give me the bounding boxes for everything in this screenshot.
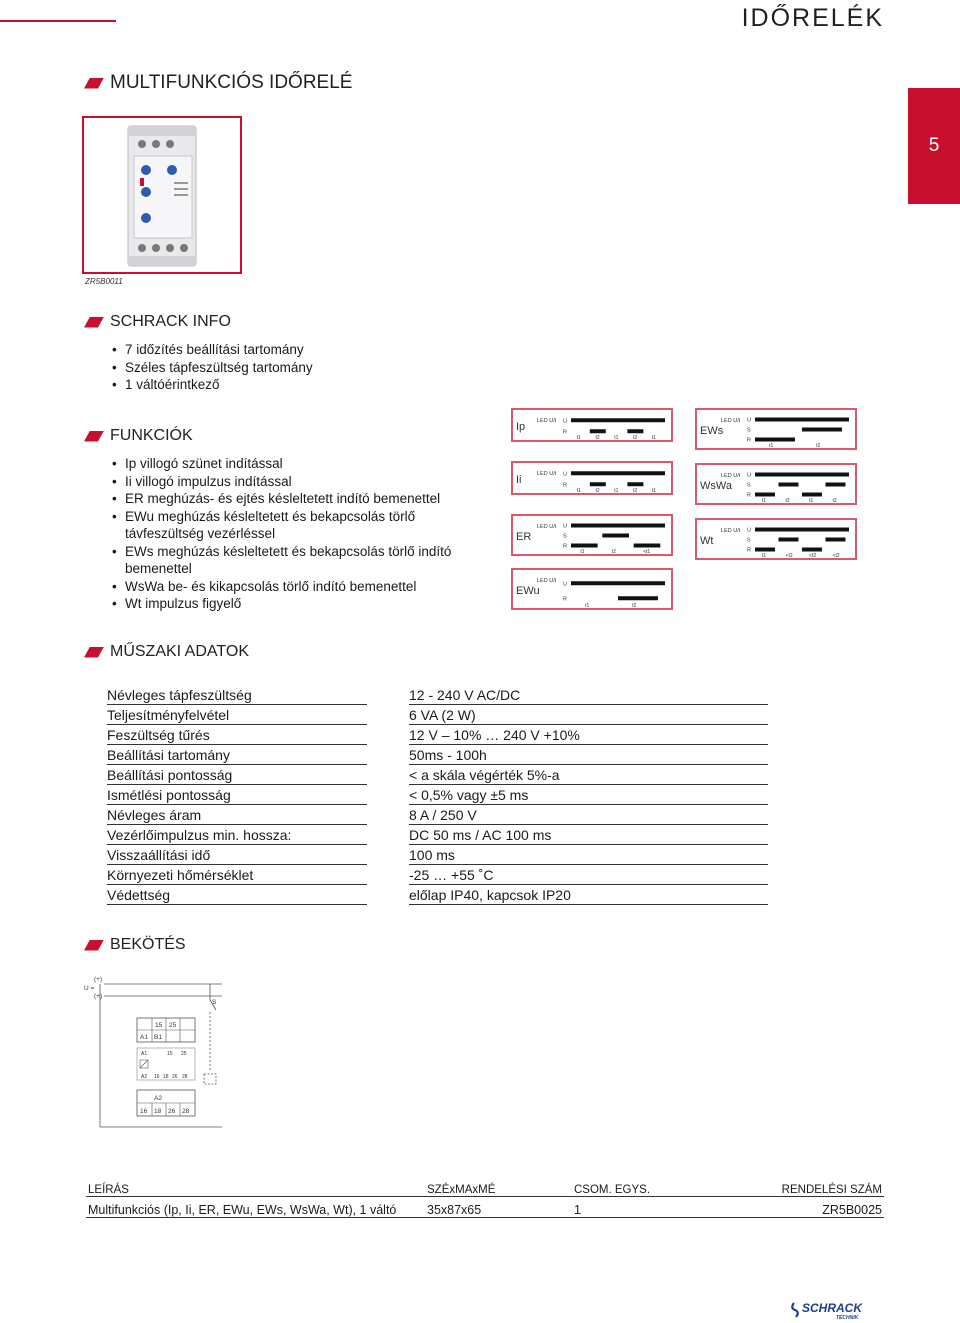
- signal-bar: [571, 544, 598, 548]
- order-header-row: [86, 1176, 884, 1197]
- signal-bar: [618, 596, 658, 600]
- table-row: [107, 824, 768, 844]
- spec-gap: [367, 784, 409, 804]
- functions-heading: [84, 427, 193, 445]
- spec-label: Teljesítményfelvétel: [107, 704, 367, 724]
- diagram-led-label: LED U/t: [537, 524, 557, 530]
- spec-value: -25 … +55 ˚C: [409, 864, 768, 884]
- wiring-label: B1: [154, 1034, 162, 1041]
- spec-label: Beállítási tartomány: [107, 744, 367, 764]
- wiring-label: 15: [167, 1051, 173, 1057]
- header-pack-unit: CSOM. EGYS.: [574, 1184, 651, 1196]
- diagram-row-label: U: [747, 527, 751, 534]
- spec-value: 50ms - 100h: [409, 744, 768, 764]
- table-row: [107, 704, 768, 724]
- wiring-title: BEKÖTÉS: [110, 936, 186, 953]
- diagram-ews: [695, 408, 857, 450]
- spec-gap: [367, 824, 409, 844]
- table-row: [107, 884, 768, 904]
- spec-label: Visszaállítási idő: [107, 844, 367, 864]
- diagram-time-label: t2: [611, 549, 616, 554]
- diagram-time-label: t2: [595, 435, 600, 440]
- diagram-led-label: LED U/t: [721, 473, 741, 479]
- spec-gap: [367, 684, 409, 704]
- wiring-label: 16: [140, 1108, 148, 1115]
- table-row: [107, 744, 768, 764]
- spec-value: < 0,5% vagy ±5 ms: [409, 784, 768, 804]
- list-item: • Wt impulzus figyelő: [112, 595, 497, 613]
- specs-heading: [84, 643, 249, 661]
- wiring-label: 16: [154, 1074, 160, 1080]
- diagram-row-label: R: [747, 547, 751, 554]
- diagram-time-label: t1: [762, 553, 767, 558]
- signal-bar: [826, 538, 846, 542]
- wiring-label: 28: [182, 1074, 188, 1080]
- wiring-label: A1: [141, 1051, 148, 1057]
- header-order-number: RENDELÉSI SZÁM: [781, 1184, 882, 1196]
- wiring-label: 26: [168, 1108, 176, 1115]
- signal-bar: [802, 548, 822, 552]
- diagram-time-label: t1: [585, 603, 590, 608]
- section-tab: [908, 88, 960, 204]
- signal-bar: [755, 493, 775, 497]
- signal-bar: [779, 483, 799, 487]
- functions-list: [112, 455, 497, 613]
- logo-text: SCHRACK: [802, 1301, 862, 1315]
- table-row: [107, 844, 768, 864]
- wiring-label: A2: [154, 1095, 162, 1102]
- spec-value: 8 A / 250 V: [409, 804, 768, 824]
- wiring-label: A1: [140, 1034, 148, 1041]
- timing-diagram: [697, 520, 855, 558]
- spec-label: Névleges áram: [107, 804, 367, 824]
- heading-marker-icon: [84, 431, 104, 442]
- diagram-row-label: R: [747, 437, 751, 444]
- diagram-time-label: t1: [762, 498, 767, 503]
- diagram-code: ER: [516, 531, 532, 543]
- spec-label: Védettség: [107, 884, 367, 904]
- spec-value: 12 - 240 V AC/DC: [409, 684, 768, 704]
- diagram-row-label: U: [563, 581, 567, 588]
- diagram-code: EWu: [516, 585, 540, 597]
- diagram-row-label: S: [747, 482, 751, 489]
- diagram-time-label: t2: [816, 443, 821, 448]
- list-item: • 7 időzítés beállítási tartomány: [112, 341, 412, 359]
- signal-bar: [571, 471, 665, 475]
- signal-bar: [802, 493, 822, 497]
- functions-title: FUNKCIÓK: [110, 427, 193, 444]
- heading-marker-icon: [84, 317, 104, 328]
- wiring-label: (+): [94, 993, 103, 1000]
- diagram-time-label: t2: [832, 498, 837, 503]
- wiring-label: 18: [163, 1074, 169, 1080]
- diagram-time-label: t1: [576, 435, 581, 440]
- table-row: [107, 684, 768, 704]
- header-dimensions: SZÉxMAxMÉ: [427, 1184, 496, 1196]
- diagram-led-label: LED U/t: [537, 578, 557, 584]
- signal-bar: [779, 538, 799, 542]
- signal-bar: [571, 581, 665, 585]
- timing-diagram: [697, 465, 855, 503]
- spec-label: Környezeti hőmérséklet: [107, 864, 367, 884]
- diagram-code: WsWa: [700, 480, 732, 492]
- diagram-time-label: t2: [633, 435, 638, 440]
- spec-value: 6 VA (2 W): [409, 704, 768, 724]
- diagram-wt: [695, 518, 857, 560]
- order-table: [86, 1176, 884, 1218]
- timing-diagram: [513, 516, 671, 554]
- signal-bar: [755, 438, 795, 442]
- diagram-ii: [511, 461, 673, 495]
- signal-bar: [755, 548, 775, 552]
- diagram-time-label: <t2: [785, 553, 793, 558]
- diagram-row-label: S: [747, 427, 751, 434]
- diagram-row-label: R: [563, 543, 567, 550]
- heading-marker-icon: [84, 940, 104, 951]
- spec-label: Vezérlőimpulzus min. hossza:: [107, 824, 367, 844]
- diagram-time-label: t2: [785, 498, 790, 503]
- diagram-row-label: U: [563, 471, 567, 478]
- list-item: • Széles tápfeszültség tartomány: [112, 359, 412, 377]
- signal-bar: [590, 482, 606, 486]
- signal-bar: [571, 418, 665, 422]
- diagram-time-label: t1: [580, 549, 585, 554]
- table-row: [107, 764, 768, 784]
- list-item: • 1 váltóérintkező: [112, 376, 412, 394]
- diagram-row-label: U: [747, 472, 751, 479]
- wiring-label: 25: [169, 1022, 177, 1029]
- header-description: LEÍRÁS: [88, 1184, 129, 1196]
- spec-value: 12 V – 10% … 240 V +10%: [409, 724, 768, 744]
- spec-label: Ismétlési pontosság: [107, 784, 367, 804]
- diagram-row-label: S: [563, 533, 567, 540]
- spec-gap: [367, 804, 409, 824]
- diagram-row-label: R: [747, 492, 751, 499]
- signal-bar: [590, 429, 606, 433]
- order-number: ZR5B0025: [822, 1203, 882, 1217]
- spec-value: 100 ms: [409, 844, 768, 864]
- diagram-time-label: t2: [595, 488, 600, 493]
- timing-diagram: [513, 463, 671, 493]
- diagram-row-label: R: [563, 596, 567, 603]
- wiring-diagram: [82, 972, 232, 1132]
- wiring-label: (+): [94, 976, 103, 983]
- diagram-time-label: t1: [614, 435, 619, 440]
- product-title: MULTIFUNKCIÓS IDŐRELÉ: [110, 72, 353, 93]
- diagram-led-label: LED U/t: [537, 418, 557, 424]
- spec-value: előlap IP40, kapcsok IP20: [409, 884, 768, 904]
- wiring-label: S: [212, 999, 217, 1006]
- list-item: • EWs meghúzás késleltetett és bekapcsolás törlő indító bemenettel: [112, 543, 497, 578]
- diagram-led-label: LED U/t: [537, 471, 557, 477]
- spec-gap: [367, 744, 409, 764]
- diagram-ip: [511, 408, 673, 442]
- list-item: • Ii villogó impulzus indítással: [112, 473, 497, 491]
- diagram-ewu: [511, 568, 673, 610]
- spec-gap: [367, 864, 409, 884]
- spec-value: < a skála végérték 5%-a: [409, 764, 768, 784]
- diagram-time-label: t1: [651, 435, 657, 440]
- image-caption: ZR5B0011: [85, 277, 123, 286]
- diagram-time-label: <t1: [643, 549, 651, 554]
- signal-bar: [602, 534, 629, 538]
- list-item: • Ip villogó szünet indítással: [112, 455, 497, 473]
- diagram-led-label: LED U/t: [721, 418, 741, 424]
- signal-bar: [755, 418, 849, 422]
- spec-label: Beállítási pontosság: [107, 764, 367, 784]
- order-dimensions: 35x87x65: [427, 1203, 482, 1217]
- table-row: [86, 1197, 884, 1218]
- section-number: 5: [928, 135, 940, 156]
- signal-bar: [634, 544, 661, 548]
- table-row: [107, 804, 768, 824]
- diagram-row-label: U: [747, 417, 751, 424]
- wiring-label: 25: [181, 1051, 187, 1057]
- signal-bar: [802, 428, 842, 432]
- product-image: [82, 116, 242, 274]
- signal-bar: [755, 528, 849, 532]
- wiring-label: 26: [172, 1074, 178, 1080]
- diagram-code: Wt: [700, 535, 714, 547]
- signal-bar: [826, 483, 846, 487]
- diagram-time-label: t1: [651, 488, 657, 493]
- list-item: • EWu meghúzás késleltetett és bekapcsolás törlő távfeszültség vezérléssel: [112, 508, 497, 543]
- spec-gap: [367, 884, 409, 904]
- diagram-time-label: <t2: [832, 553, 840, 558]
- relay-device-icon: [84, 118, 240, 272]
- wiring-label: 28: [182, 1108, 190, 1115]
- diagram-row-label: S: [747, 537, 751, 544]
- wiring-label: 18: [154, 1108, 162, 1115]
- table-row: [107, 864, 768, 884]
- signal-bar: [571, 524, 665, 528]
- spec-gap: [367, 844, 409, 864]
- table-row: [107, 784, 768, 804]
- order-description: Multifunkciós (Ip, Ii, ER, EWu, EWs, WsWa, Wt), 1 váltó: [88, 1203, 397, 1217]
- spec-gap: [367, 764, 409, 784]
- signal-bar: [627, 482, 643, 486]
- info-title: SCHRACK INFO: [110, 313, 231, 330]
- specs-table: [107, 684, 768, 905]
- diagram-time-label: t1: [769, 443, 774, 448]
- diagram-time-label: t2: [633, 488, 638, 493]
- diagram-wswa: [695, 463, 857, 505]
- timing-diagram: [697, 410, 855, 448]
- header-rule: [0, 20, 116, 22]
- wiring-label: A2: [141, 1074, 148, 1080]
- product-heading: [84, 72, 352, 94]
- diagram-time-label: t2: [632, 603, 637, 608]
- spec-label: Névleges tápfeszültség: [107, 684, 367, 704]
- diagram-time-label: t1: [576, 488, 581, 493]
- diagram-time-label: t1: [809, 498, 814, 503]
- diagram-code: Ii: [516, 474, 522, 486]
- specs-title: MŰSZAKI ADATOK: [110, 643, 249, 660]
- diagram-row-label: R: [563, 482, 567, 489]
- timing-diagram: [513, 570, 671, 608]
- spec-gap: [367, 724, 409, 744]
- signal-bar: [755, 473, 849, 477]
- wiring-heading: [84, 936, 186, 954]
- heading-marker-icon: [84, 647, 104, 658]
- wiring-label: 15: [155, 1022, 163, 1029]
- spec-label: Feszültség tűrés: [107, 724, 367, 744]
- diagram-code: EWs: [700, 425, 724, 437]
- table-row: [107, 724, 768, 744]
- schrack-logo: [790, 1299, 872, 1321]
- heading-marker-icon: [84, 78, 104, 89]
- order-pack-unit: 1: [574, 1203, 581, 1217]
- diagram-row-label: U: [563, 418, 567, 425]
- list-item: • WsWa be- és kikapcsolás törlő indító bemenettel: [112, 578, 497, 596]
- wiring-label: U =: [84, 985, 95, 992]
- page-title: IDŐRELÉK: [741, 4, 884, 32]
- diagram-led-label: LED U/t: [721, 528, 741, 534]
- diagram-row-label: R: [563, 429, 567, 436]
- info-list: [112, 341, 412, 394]
- diagram-time-label: <t2: [809, 553, 817, 558]
- timing-diagram: [513, 410, 671, 440]
- diagram-row-label: U: [563, 523, 567, 530]
- spec-gap: [367, 704, 409, 724]
- info-heading: [84, 313, 231, 331]
- signal-bar: [627, 429, 643, 433]
- diagram-er: [511, 514, 673, 556]
- list-item: • ER meghúzás- és ejtés késleltetett indító bemenettel: [112, 490, 497, 508]
- diagram-time-label: t1: [614, 488, 619, 493]
- diagram-code: Ip: [516, 421, 526, 433]
- spec-value: DC 50 ms / AC 100 ms: [409, 824, 768, 844]
- logo-subtext: TECHNIK: [836, 1315, 859, 1321]
